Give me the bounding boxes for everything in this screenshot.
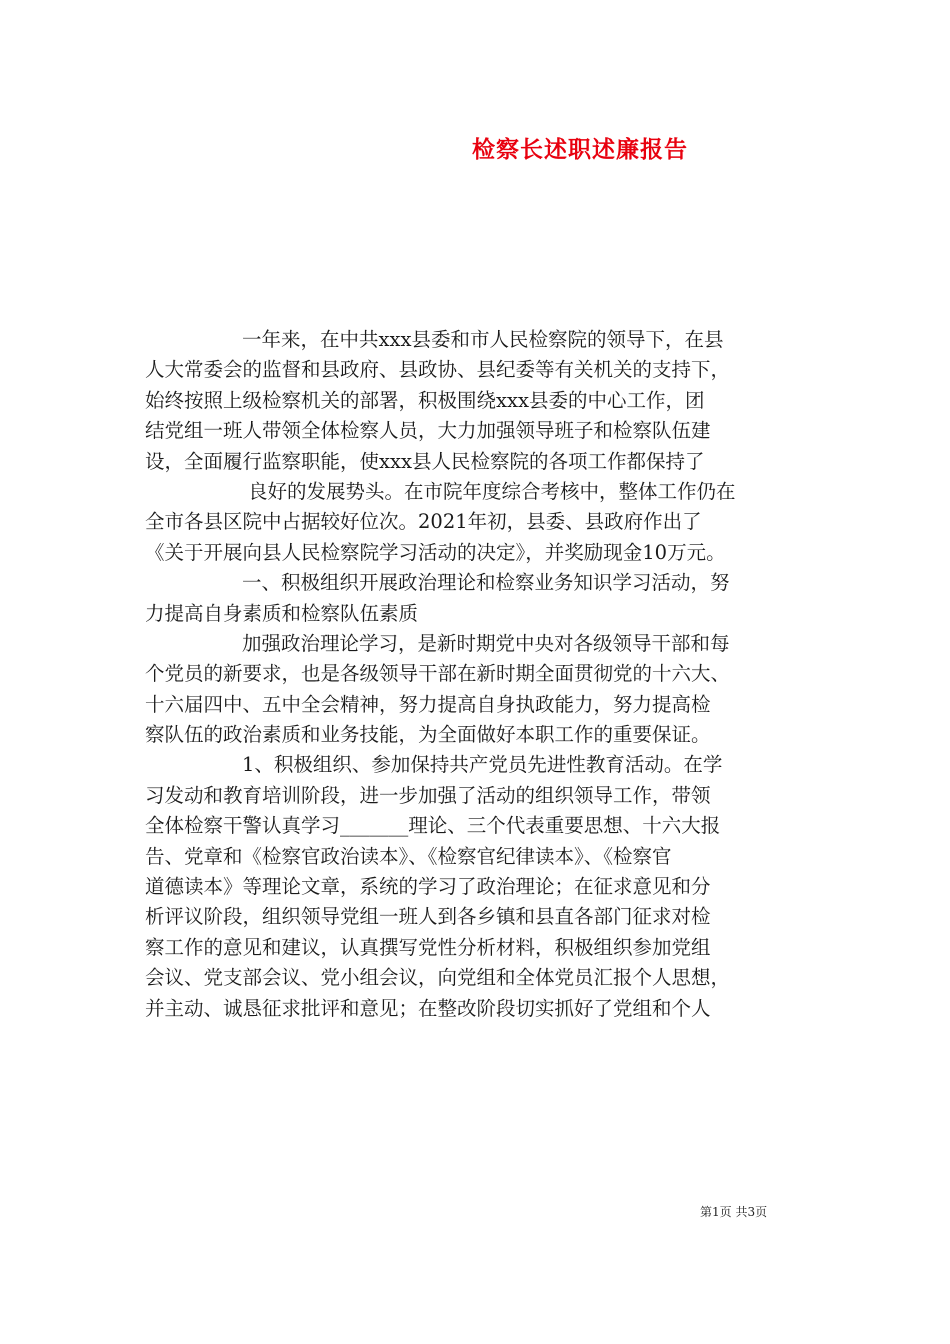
text-line: 个党员的新要求，也是各级领导干部在新时期全面贯彻党的十六大、: [145, 662, 731, 686]
document-body: [145, 325, 811, 1024]
text-line: 十六届四中、五中全会精神，努力提高自身执政能力，努力提高检: [145, 692, 711, 716]
text-line: 加强政治理论学习，是新时期党中央对各级领导干部和每: [242, 631, 730, 655]
text-line: 习发动和教育培训阶段，进一步加强了活动的组织领导工作，带领: [145, 783, 711, 807]
text-line: 并主动、诚恳征求批评和意见；在整改阶段切实抓好了党组和个人: [145, 996, 711, 1020]
page-number-footer: 第1页 共3页: [700, 1205, 768, 1219]
text-line: 结党组一班人带领全体检察人员，大力加强领导班子和检察队伍建: [145, 419, 711, 443]
text-line: 《关于开展向县人民检察院学习活动的决定》，并奖励现金10万元。: [145, 540, 726, 564]
text-line: 1、积极组织、参加保持共产党员先进性教育活动。在学: [242, 753, 723, 777]
section-heading-line: 力提高自身素质和检察队伍素质: [145, 601, 419, 625]
section-heading-line: 一、积极组织开展政治理论和检察业务知识学习活动，努: [242, 571, 730, 595]
text-line: 察队伍的政治素质和业务技能，为全面做好本职工作的重要保证。: [145, 723, 711, 747]
text-line: 一年来，在中共xxx县委和市人民检察院的领导下，在县: [242, 328, 724, 351]
text-line: 全市各县区院中占据较好位次。2021年初，县委、县政府作出了: [145, 510, 702, 534]
text-line: 察工作的意见和建议，认真撰写党性分析材料，积极组织参加党组: [145, 935, 711, 959]
text-line: 道德读本》等理论文章，系统的学习了政治理论；在征求意见和分: [145, 875, 711, 899]
text-line: 析评议阶段，组织领导党组一班人到各乡镇和县直各部门征求对检: [145, 905, 711, 929]
text-line: 始终按照上级检察机关的部署，积极围绕xxx县委的中心工作，团: [145, 388, 705, 412]
text-line: 良好的发展势头。在市院年度综合考核中，整体工作仍在: [248, 479, 736, 503]
text-line: 人大常委会的监督和县政府、县政协、县纪委等有关机关的支持下，: [145, 358, 731, 382]
text-line: 会议、党支部会议、党小组会议，向党组和全体党员汇报个人思想，: [145, 966, 731, 990]
text-line: 全体检察干警认真学习_______理论、三个代表重要思想、十六大报: [145, 814, 721, 838]
text-line: 设，全面履行监察职能，使xxx县人民检察院的各项工作都保持了: [145, 449, 705, 473]
document-title: 检察长述职述廉报告: [472, 136, 688, 163]
text-line: 告、党章和《检察官政治读本》、《检察官纪律读本》、《检察官: [145, 844, 672, 868]
